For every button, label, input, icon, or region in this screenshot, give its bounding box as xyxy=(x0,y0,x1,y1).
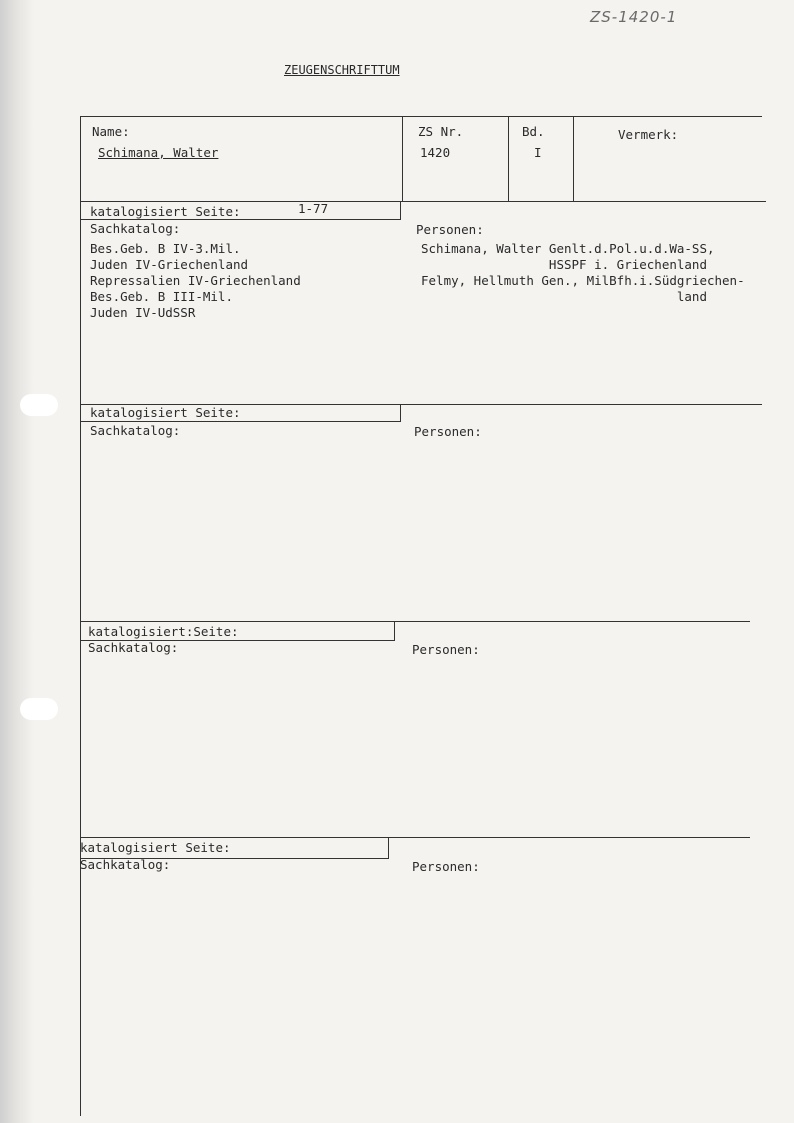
sachkatalog-entry: Bes.Geb. B III-Mil. xyxy=(90,289,233,304)
left-margin-line xyxy=(80,116,81,1116)
katalog-box-side xyxy=(394,621,395,641)
sachkatalog-label: Sachkatalog: xyxy=(80,857,171,872)
punch-hole xyxy=(20,394,58,416)
document-heading: ZEUGENSCHRIFTTUM xyxy=(284,63,400,77)
header-top-line xyxy=(80,116,762,117)
section-divider xyxy=(80,621,750,622)
katalog-box-side xyxy=(400,404,401,422)
zs-number-label: ZS Nr. xyxy=(418,124,464,139)
zs-number-value: 1420 xyxy=(420,145,451,160)
volume-value: I xyxy=(534,145,542,160)
personen-label: Personen: xyxy=(412,642,480,657)
katalog-box-bottom xyxy=(80,421,400,422)
personen-entry: HSSPF i. Griechenland xyxy=(421,257,707,272)
katalog-box-side xyxy=(388,837,389,859)
archive-reference-handwritten: ZS-1420-1 xyxy=(590,8,678,26)
sachkatalog-entry: Bes.Geb. B IV-3.Mil. xyxy=(90,241,241,256)
sachkatalog-label: Sachkatalog: xyxy=(90,423,181,438)
katalog-label: katalogisiert:Seite: xyxy=(88,624,239,639)
volume-label: Bd. xyxy=(522,124,545,139)
katalog-label: katalogisiert Seite: xyxy=(90,405,241,420)
header-bottom-line xyxy=(80,201,766,202)
scan-edge-shadow xyxy=(0,0,34,1123)
name-label: Name: xyxy=(92,124,130,139)
katalog-label: katalogisiert Seite: xyxy=(80,840,231,855)
sachkatalog-label: Sachkatalog: xyxy=(88,640,179,655)
personen-entry: land xyxy=(421,289,707,304)
katalog-label: katalogisiert Seite: xyxy=(90,204,241,219)
name-value: Schimana, Walter xyxy=(98,145,219,160)
sachkatalog-entry: Repressalien IV-Griechenland xyxy=(90,273,301,288)
remark-label: Vermerk: xyxy=(618,127,679,142)
header-divider xyxy=(573,116,574,202)
katalog-box-side xyxy=(400,201,401,220)
personen-entry: Schimana, Walter Genlt.d.Pol.u.d.Wa-SS, xyxy=(421,241,715,256)
katalog-page-range: 1-77 xyxy=(298,201,329,216)
section-divider xyxy=(80,837,750,838)
personen-entry: Felmy, Hellmuth Gen., MilBfh.i.Südgriechen- xyxy=(421,273,745,288)
sachkatalog-entry: Juden IV-Griechenland xyxy=(90,257,249,272)
sachkatalog-label: Sachkatalog: xyxy=(90,221,181,236)
header-divider xyxy=(508,116,509,202)
punch-hole xyxy=(20,698,58,720)
personen-label: Personen: xyxy=(416,222,484,237)
personen-label: Personen: xyxy=(412,859,480,874)
header-divider xyxy=(402,116,403,202)
sachkatalog-entry: Juden IV-UdSSR xyxy=(90,305,196,320)
personen-label: Personen: xyxy=(414,424,482,439)
